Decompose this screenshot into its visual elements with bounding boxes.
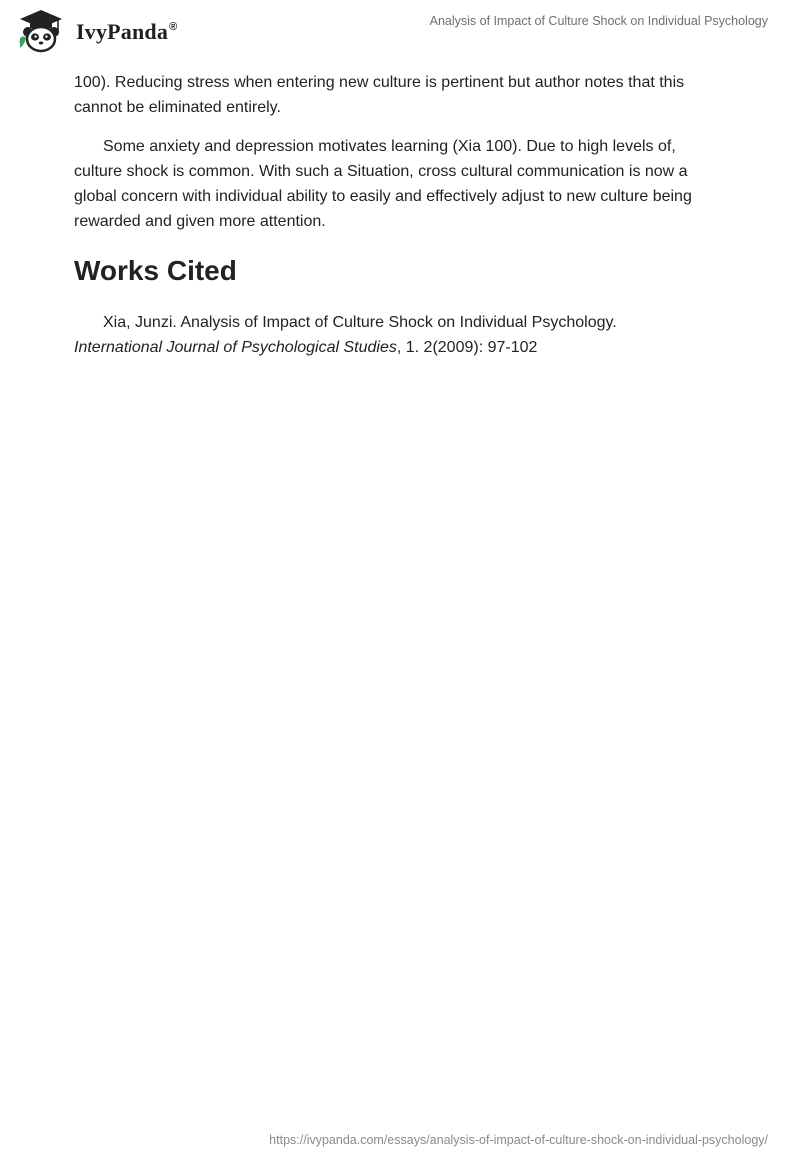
registered-mark: ®	[169, 21, 178, 33]
works-cited-heading: Works Cited	[74, 255, 237, 286]
citation-details: , 1. 2(2009): 97-102	[396, 339, 538, 356]
page-header	[0, 0, 800, 60]
citation-entry	[74, 310, 726, 360]
paragraph-continuation: 100). Reducing stress when entering new culture is pertinent but author notes that this cannot be eliminated entirely.	[74, 74, 685, 116]
citation-journal: International Journal of Psychological Studies	[74, 339, 397, 356]
brand-name: IvyPanda®	[76, 19, 178, 44]
ivypanda-logo-icon	[16, 8, 66, 54]
essay-content	[74, 70, 726, 360]
running-title: Analysis of Impact of Culture Shock on Individual Psychology	[429, 14, 768, 28]
ivypanda-logo[interactable]	[16, 8, 177, 54]
citation-author-title: Xia, Junzi. Analysis of Impact of Culture Shock on Individual Psychology.	[103, 314, 617, 331]
source-url-link[interactable]: https://ivypanda.com/essays/analysis-of-impact-of-culture-shock-on-individual-psychology/	[269, 1133, 768, 1147]
paragraph: Some anxiety and depression motivates learning (Xia 100). Due to high levels of, culture shock is common. With such a Situation, cross cultural communication is now a global concern with individual ability to easily and effectively adjust to new culture being rewarded and given more attention.	[74, 138, 692, 230]
